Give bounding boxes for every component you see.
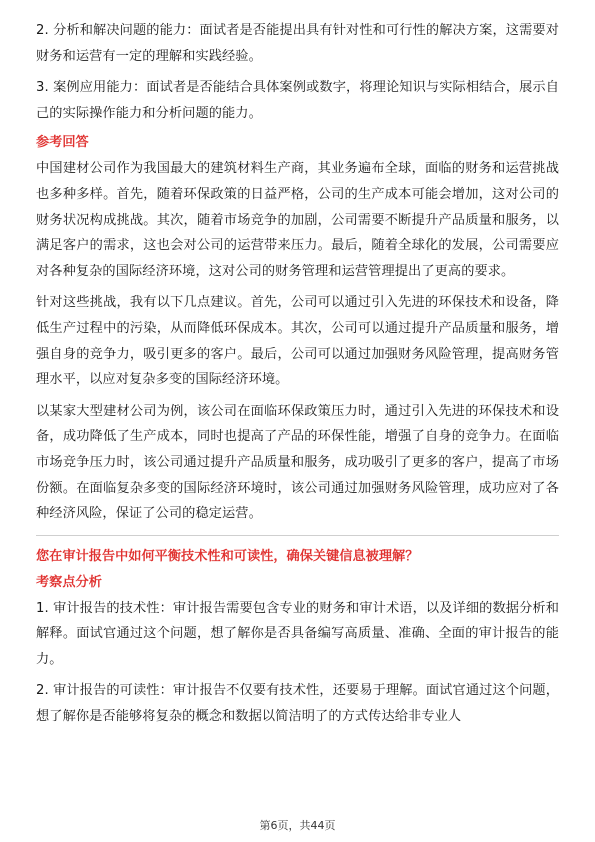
reference-answer-heading: 参考回答 [36, 135, 89, 151]
answer-paragraph-2: 针对这些挑战，我有以下几点建议。首先，公司可以通过引入先进的环保技术和设备，降低生产过程中的污染，从而降低环保成本。其次，公司可以通过提升产品质量和服务，增强自身的竞争力，吸引更多的客户。最后，公司可以通过加强财务风险管理，提高财务管理水平，以应对复杂多变的国际经济环境。 [36, 295, 559, 388]
question-point-1: 1. 审计报告的技术性：审计报告需要包含专业的财务和审计术语，以及详细的数据分析和解释。面试官通过这个问题，想了解你是否具备编写高质量、准确、全面的审计报告的能力。 [36, 600, 559, 667]
answer-paragraph-1: 中国建材公司作为我国最大的建筑材料生产商，其业务遍布全球，面临的财务和运营挑战也多种多样。首先，随着环保政策的日益严格，公司的生产成本可能会增加，这对公司的财务状况构成挑战。其次，随着市场竞争的加剧，公司需要不断提升产品质量和服务，以满足客户的需求，这也会对公司的运营带来压力。最后，随着全球化的发展，公司需要应对各种复杂的国际经济环境，这对公司的财务管理和运营管理提出了更高的要求。 [36, 161, 559, 279]
answer-paragraph-3: 以某家大型建材公司为例，该公司在面临环保政策压力时，通过引入先进的环保技术和设备，成功降低了生产成本，同时也提高了产品的环保性能，增强了自身的竞争力。在面临市场竞争压力时，该公司通过提升产品质量和服务，成功吸引了更多的客户，提高了市场份额。在面临复杂多变的国际经济环境时，该公司通过加强财务风险管理，成功应对了各种经济风险，保证了公司的稳定运营。 [36, 403, 559, 522]
document-page [36, 18, 559, 736]
question-point-2: 2. 审计报告的可读性：审计报告不仅要有技术性，还要易于理解。面试官通过这个问题，想了解你是否能够将复杂的概念和数据以简洁明了的方式传达给非专业人 [36, 683, 559, 725]
analysis-point-2: 2. 分析和解决问题的能力：面试者是否能提出具有针对性和可行性的解决方案，这需要对财务和运营有一定的理解和实践经验。 [36, 23, 559, 64]
section-divider [36, 535, 559, 536]
analysis-point-3: 3. 案例应用能力：面试者是否能结合具体案例或数字，将理论知识与实际相结合，展示自己的实际操作能力和分析问题的能力。 [36, 80, 559, 121]
question-title: 您在审计报告中如何平衡技术性和可读性，确保关键信息被理解？ [36, 548, 419, 564]
analysis-heading: 考察点分析 [36, 574, 102, 590]
page-number: 第6页，共44页 [259, 819, 336, 832]
